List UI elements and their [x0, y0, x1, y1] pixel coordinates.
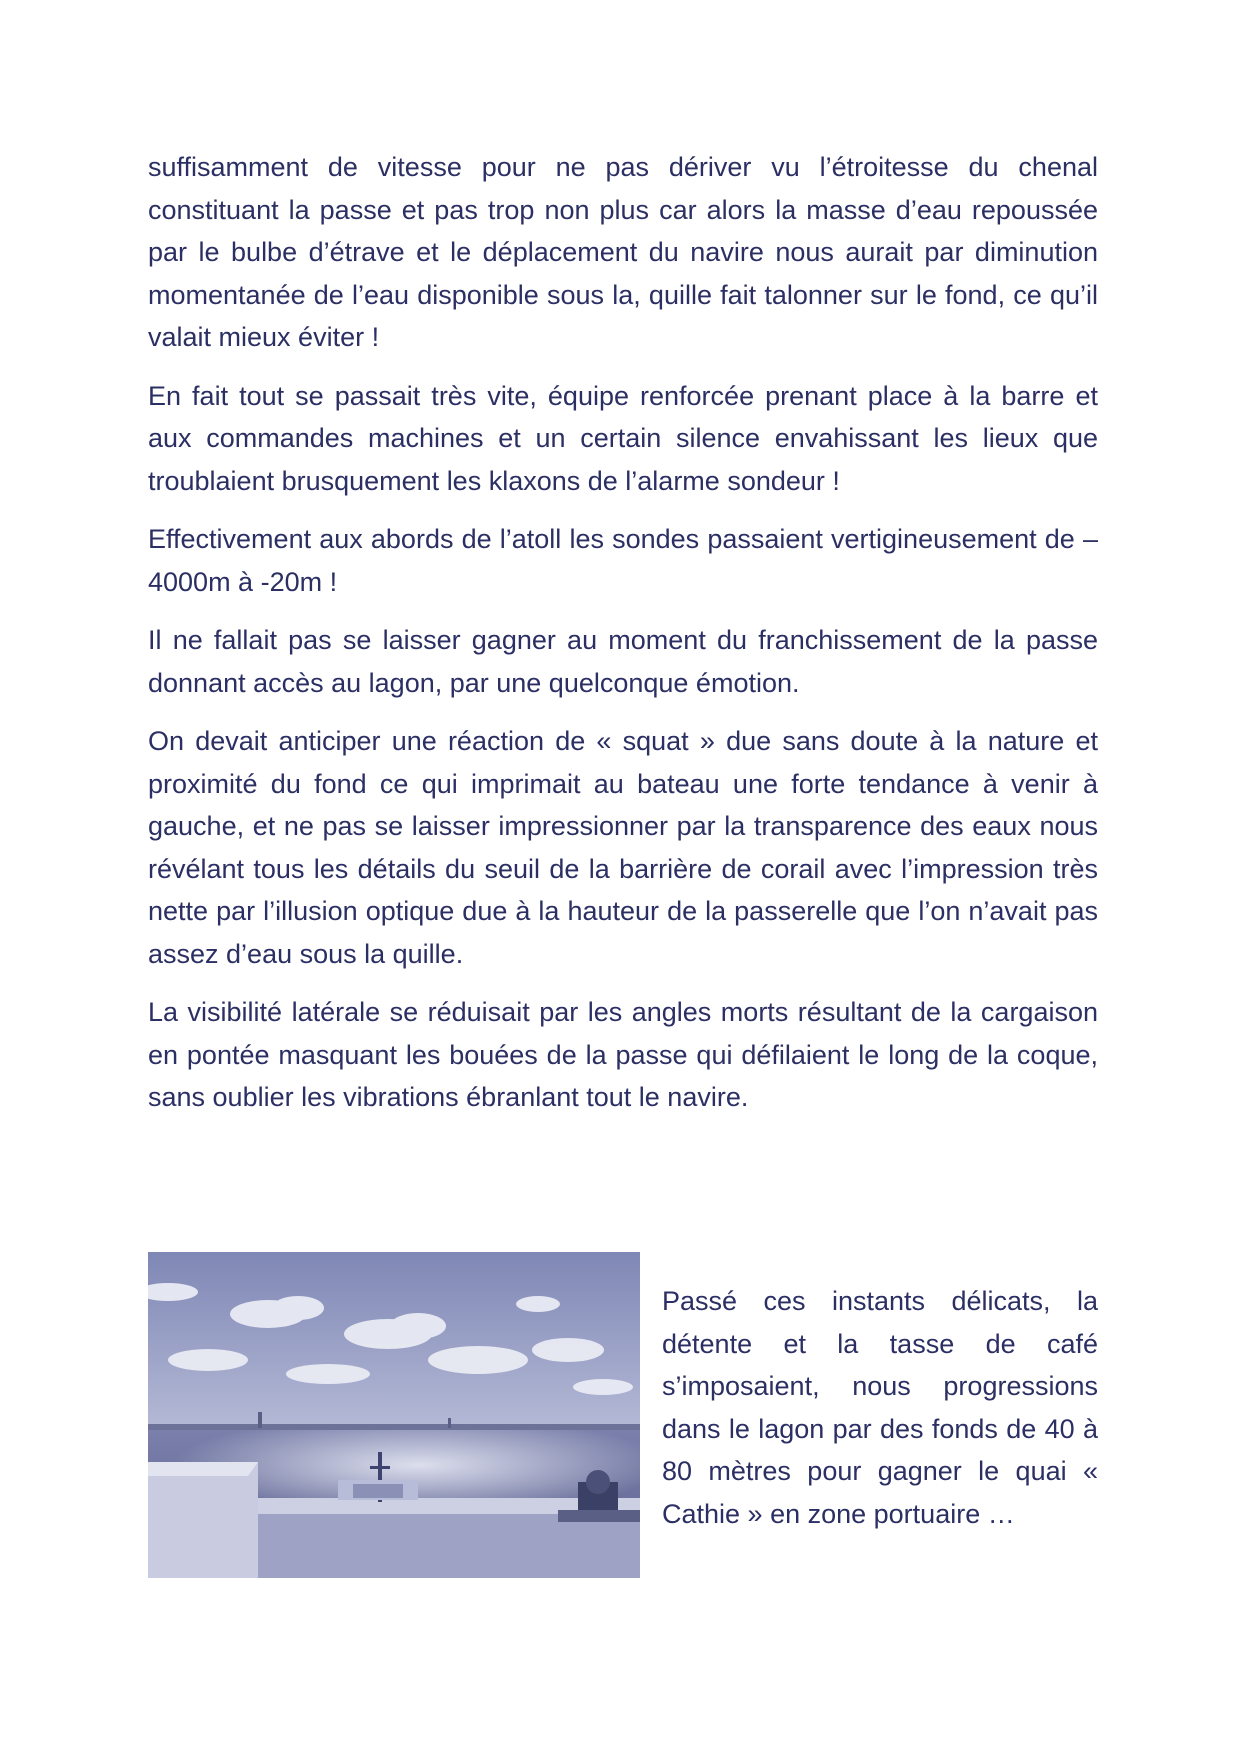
paragraph-speed: suffisamment de vitesse pour ne pas dériver vu l’étroitesse du chenal constituant la passe et pas trop non plus car alors la masse d’eau repoussée par le bulbe d’étrave et le déplacement du navire nous aurait par diminution momentanée de l’eau disponible sous la, quille fait talonner sur le fond, ce qu’il valait mieux éviter !: [148, 152, 1098, 352]
paragraph-emotion: Il ne fallait pas se laisser gagner au moment du franchissement de la passe donnant accès au lagon, par une quelconque émotion.: [148, 625, 1098, 698]
paragraph-bridge-team: En fait tout se passait très vite, équipe renforcée prenant place à la barre et aux commandes machines et un certain silence envahissant les lieux que troublaient brusquement les klaxons de l’alarme sondeur !: [148, 380, 1098, 496]
figure-row: [148, 1252, 1098, 1582]
lagoon-photo: [148, 1252, 640, 1578]
lagoon-photo-illustration: [148, 1252, 640, 1578]
document-body: [148, 146, 1098, 1135]
paragraph-soundings: Effectivement aux abords de l’atoll les sondes passaient vertigineusement de –4000m à -20m !: [148, 524, 1098, 597]
paragraph-visibility: La visibilité latérale se réduisait par les angles morts résultant de la cargaison en pontée masquant les bouées de la passe qui défilaient le long de la coque, sans oublier les vibrations ébranlant tout le navire.: [148, 997, 1098, 1112]
paragraph-squat: On devait anticiper une réaction de « squat » due sans doute à la nature et proximité du fond ce qui imprimait au bateau une forte tendance à venir à gauche, et ne pas se laisser impressionner par la transparence des eaux nous révélant tous les détails du seuil de la barrière de corail avec l’impression très nette par l’illusion optique due à la hauteur de la passerelle que l’on n’avait pas assez d’eau sous la quille.: [148, 726, 1098, 969]
paragraph-lagoon: Passé ces instants délicats, la détente et la tasse de café s’imposaient, nous progressions dans le lagon par des fonds de 40 à 80 mètres pour gagner le quai « Cathie » en zone portuaire …: [662, 1286, 1098, 1529]
